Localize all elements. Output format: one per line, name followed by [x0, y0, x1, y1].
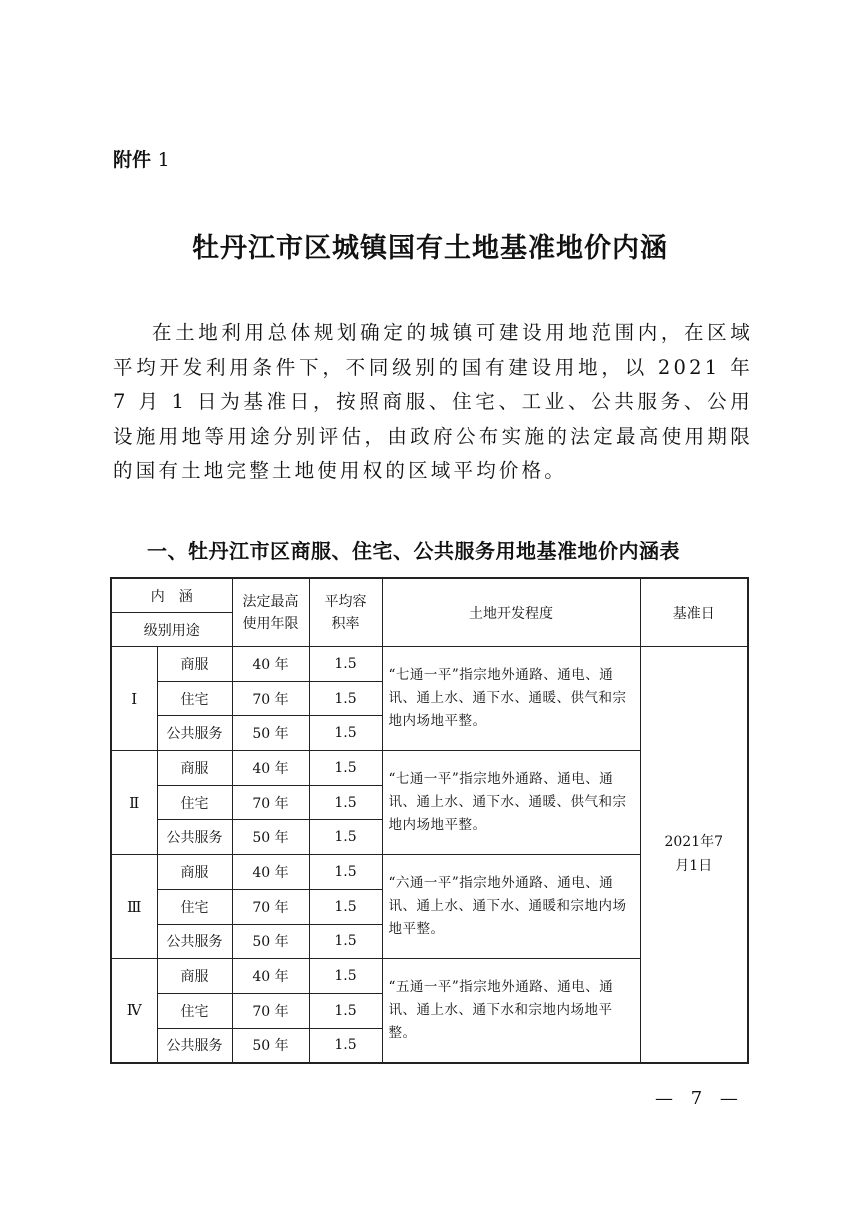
use-cell: 住宅	[157, 889, 232, 924]
attachment-text: 附件	[113, 149, 152, 171]
use-cell: 商服	[157, 647, 232, 682]
attachment-label	[113, 145, 170, 172]
use-cell: 公共服务	[157, 820, 232, 855]
far-cell: 1.5	[309, 647, 382, 682]
years-cell: 40 年	[232, 751, 309, 786]
use-cell: 公共服务	[157, 924, 232, 959]
header-base-date: 基准日	[640, 578, 748, 647]
land-price-table	[110, 577, 749, 1064]
far-cell: 1.5	[309, 751, 382, 786]
use-cell: 住宅	[157, 993, 232, 1028]
intro-text: 在土地利用总体规划确定的城镇可建设用地范围内，在区域平均开发利用条件下，不同级别的国有建设用地，以 2021 年 7 月 1 日为基准日，按照商服、住宅、工业、公共服务、公用设施用地等用途分别评估，由政府公布实施的法定最高使用期限的国有土地完整土地使用权的区域平均价格。	[113, 321, 753, 482]
header-legal-term-text: 法定最高使用年限	[242, 593, 299, 632]
base-date-value: 2021年7月1日	[664, 834, 724, 875]
use-cell: 住宅	[157, 785, 232, 820]
header-legal-term	[232, 578, 309, 647]
section-title: 一、牡丹江市区商服、住宅、公共服务用地基准地价内涵表	[147, 539, 680, 563]
header-row-1	[111, 578, 748, 613]
years-cell: 50 年	[232, 1028, 309, 1063]
years-cell: 70 年	[232, 993, 309, 1028]
level-cell: Ⅰ	[111, 647, 157, 751]
years-cell: 40 年	[232, 959, 309, 994]
use-cell: 公共服务	[157, 1028, 232, 1063]
far-cell: 1.5	[309, 924, 382, 959]
use-cell: 商服	[157, 959, 232, 994]
table-row	[111, 647, 748, 682]
use-cell: 公共服务	[157, 716, 232, 751]
far-cell: 1.5	[309, 855, 382, 890]
far-cell: 1.5	[309, 820, 382, 855]
years-cell: 50 年	[232, 820, 309, 855]
years-cell: 50 年	[232, 716, 309, 751]
level-cell: Ⅳ	[111, 959, 157, 1063]
base-date-cell	[640, 647, 748, 1063]
years-cell: 70 年	[232, 785, 309, 820]
far-cell: 1.5	[309, 785, 382, 820]
development-cell: “七通一平”指宗地外通路、通电、通讯、通上水、通下水、通暖、供气和宗地内场地平整。	[382, 647, 640, 751]
page-title: 牡丹江市区城镇国有土地基准地价内涵	[192, 233, 668, 264]
years-cell: 50 年	[232, 924, 309, 959]
header-level-use: 级别用途	[111, 613, 232, 647]
far-cell: 1.5	[309, 993, 382, 1028]
years-cell: 70 年	[232, 681, 309, 716]
use-cell: 住宅	[157, 681, 232, 716]
years-cell: 40 年	[232, 647, 309, 682]
development-cell: “五通一平”指宗地外通路、通电、通讯、通上水、通下水和宗地内场地平整。	[382, 959, 640, 1063]
far-cell: 1.5	[309, 716, 382, 751]
header-far-text: 平均容积率	[324, 593, 367, 632]
level-cell: Ⅱ	[111, 751, 157, 855]
header-far	[309, 578, 382, 647]
attachment-number: 1	[157, 149, 170, 171]
far-cell: 1.5	[309, 1028, 382, 1063]
use-cell: 商服	[157, 751, 232, 786]
development-cell: “七通一平”指宗地外通路、通电、通讯、通上水、通下水、通暖、供气和宗地内场地平整。	[382, 751, 640, 855]
far-cell: 1.5	[309, 681, 382, 716]
header-neihan: 内 涵	[111, 578, 232, 613]
far-cell: 1.5	[309, 889, 382, 924]
years-cell: 70 年	[232, 889, 309, 924]
level-cell: Ⅲ	[111, 855, 157, 959]
far-cell: 1.5	[309, 959, 382, 994]
years-cell: 40 年	[232, 855, 309, 890]
page-number: — 7 —	[655, 1088, 744, 1109]
header-dev: 土地开发程度	[382, 578, 640, 647]
use-cell: 商服	[157, 855, 232, 890]
intro-paragraph	[113, 316, 753, 489]
development-cell: “六通一平”指宗地外通路、通电、通讯、通上水、通下水、通暖和宗地内场地平整。	[382, 855, 640, 959]
